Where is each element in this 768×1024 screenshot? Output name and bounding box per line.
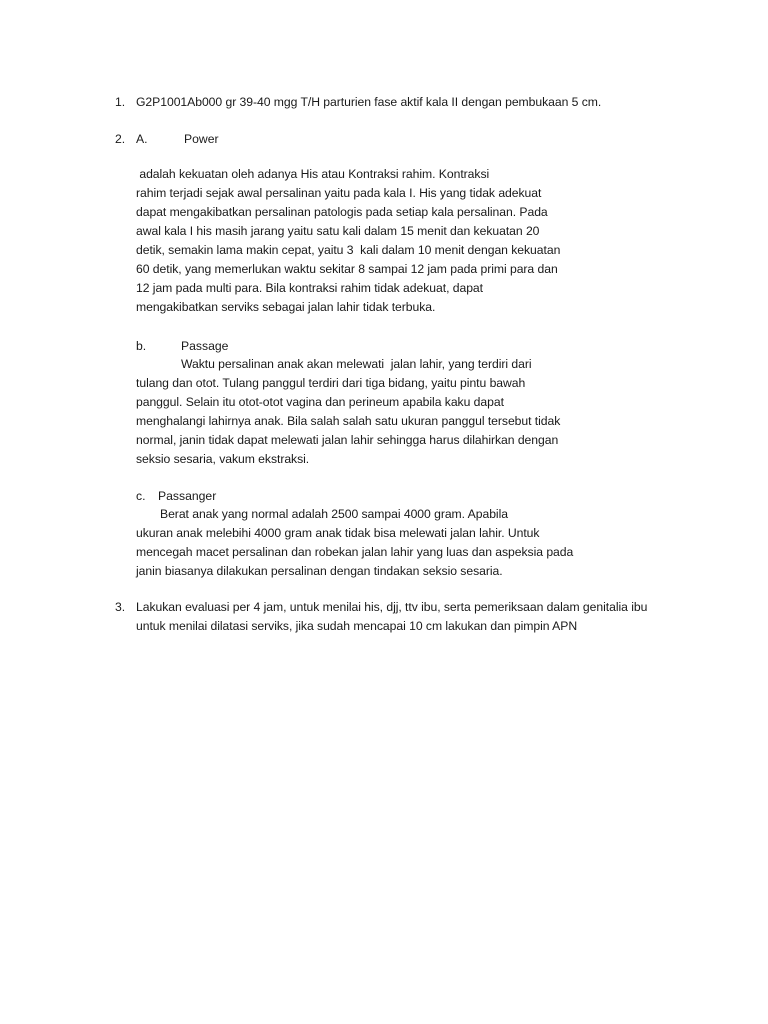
paragraph-line: dapat mengakibatkan persalinan patologis pada setiap kala persalinan. Pada	[136, 205, 548, 219]
paragraph-line: mencegah macet persalinan dan robekan jalan lahir yang luas dan aspeksia pada	[136, 545, 574, 559]
section-marker: A.	[136, 132, 148, 146]
item-number: 1.	[115, 95, 126, 109]
paragraph-line: detik, semakin lama makin cepat, yaitu 3 kali dalam 10 menit dengan kekuatan	[136, 243, 561, 257]
paragraph-line: mengakibatkan serviks sebagai jalan lahir tidak terbuka.	[136, 300, 436, 314]
paragraph-line: 60 detik, yang memerlukan waktu sekitar 8 sampai 12 jam pada primi para dan	[136, 262, 558, 276]
section-heading: Power	[184, 132, 219, 146]
paragraph-line: Berat anak yang normal adalah 2500 sampai 4000 gram. Apabila	[160, 507, 508, 521]
item-text: G2P1001Ab000 gr 39-40 mgg T/H parturien fase aktif kala II dengan pembukaan 5 cm.	[136, 95, 602, 109]
item-number: 2.	[115, 132, 126, 146]
paragraph-line: ukuran anak melebihi 4000 gram anak tidak bisa melewati jalan lahir. Untuk	[136, 526, 540, 540]
section-marker: b.	[136, 339, 147, 353]
paragraph-line: rahim terjadi sejak awal persalinan yaitu pada kala I. His yang tidak adekuat	[136, 186, 542, 200]
section-heading: Passanger	[158, 489, 217, 503]
paragraph-line: seksio sesaria, vakum ekstraksi.	[136, 452, 310, 466]
paragraph-line: tulang dan otot. Tulang panggul terdiri dari tiga bidang, yaitu pintu bawah	[136, 376, 526, 390]
section-marker: c.	[136, 489, 146, 503]
item-text: Lakukan evaluasi per 4 jam, untuk menilai his, djj, ttv ibu, serta pemeriksaan dalam genitalia ibu	[136, 600, 648, 614]
paragraph-line: Waktu persalinan anak akan melewati jalan lahir, yang terdiri dari	[181, 357, 532, 371]
paragraph-line: normal, janin tidak dapat melewati jalan lahir sehingga harus dilahirkan dengan	[136, 433, 559, 447]
paragraph-line: menghalangi lahirnya anak. Bila salah salah satu ukuran panggul tersebut tidak	[136, 414, 561, 428]
paragraph-line: adalah kekuatan oleh adanya His atau Kontraksi rahim. Kontraksi	[136, 167, 490, 181]
paragraph-line: janin biasanya dilakukan persalinan dengan tindakan seksio sesaria.	[136, 564, 503, 578]
paragraph-line: awal kala I his masih jarang yaitu satu kali dalam 15 menit dan kekuatan 20	[136, 224, 540, 238]
section-heading: Passage	[181, 339, 229, 353]
item-text: untuk menilai dilatasi serviks, jika sudah mencapai 10 cm lakukan dan pimpin APN	[136, 619, 578, 633]
paragraph-line: panggul. Selain itu otot-otot vagina dan perineum apabila kaku dapat	[136, 395, 504, 409]
item-number: 3.	[115, 600, 126, 614]
paragraph-line: 12 jam pada multi para. Bila kontraksi rahim tidak adekuat, dapat	[136, 281, 483, 295]
